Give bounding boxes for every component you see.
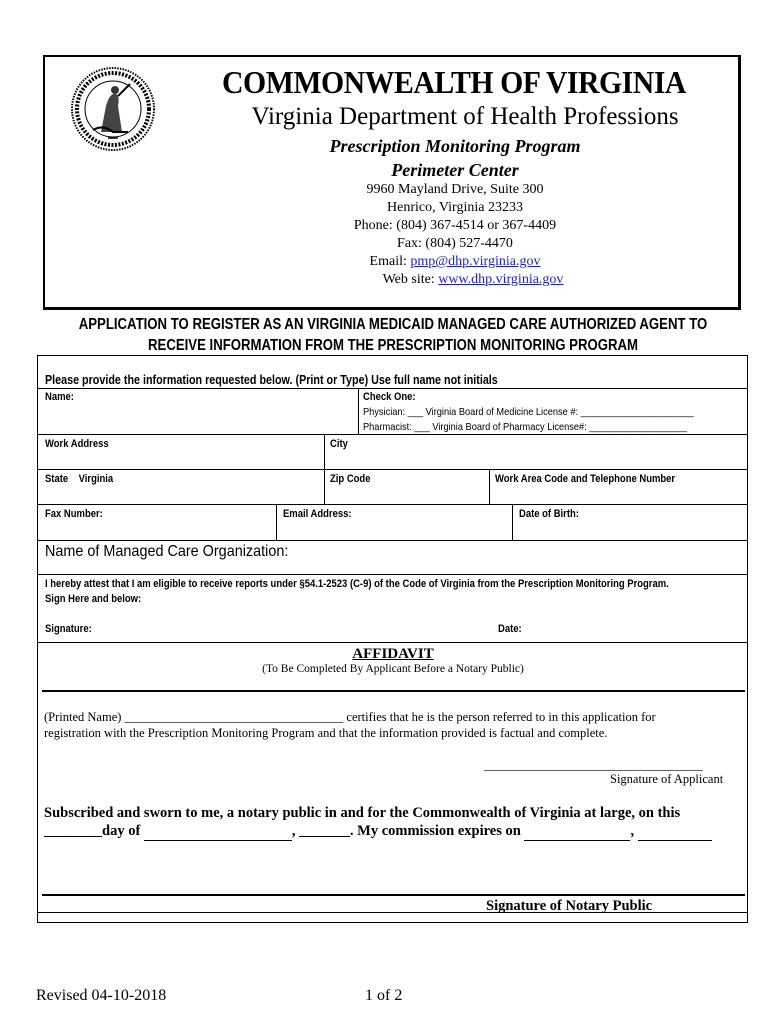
name-field[interactable]: Name: <box>45 391 74 403</box>
page-number: 1 of 2 <box>365 987 403 1004</box>
applicant-signature-line[interactable]: ___________________________________ <box>484 758 703 772</box>
state-field[interactable] <box>45 473 113 485</box>
web-line <box>318 272 628 288</box>
form-title-line-1: APPLICATION TO REGISTER AS AN VIRGINIA MEDICAID MANAGED CARE AUTHORIZED AGENT TO <box>78 316 708 333</box>
divider <box>37 504 748 505</box>
notary-signature-line[interactable] <box>42 894 745 896</box>
department-name: Virginia Department of Health Professions <box>251 103 679 130</box>
date-of-birth-field[interactable]: Date of Birth: <box>519 508 579 520</box>
work-phone-field[interactable]: Work Area Code and Telephone Number <box>495 473 676 485</box>
state-label: State <box>45 473 69 485</box>
divider <box>37 434 748 435</box>
email-link[interactable]: pmp@dhp.virginia.gov <box>410 254 541 269</box>
affidavit-title: AFFIDAVIT <box>352 646 434 662</box>
address-line-1: 9960 Mayland Drive, Suite 300 <box>366 182 544 197</box>
divider <box>37 540 748 541</box>
web-link[interactable]: www.dhp.virginia.gov <box>438 272 564 287</box>
agency-title: COMMONWEALTH OF VIRGINIA <box>222 64 686 100</box>
divider <box>358 388 359 434</box>
form-instructions: Please provide the information requested below. (Print or Type) Use full name not initials <box>45 373 498 387</box>
pharmacist-option[interactable]: Pharmacist: ___ Virginia Board of Pharmacy License#: ___________________ <box>363 421 687 433</box>
sworn-statement: Subscribed and sworn to me, a notary public in and for the Commonwealth of Virginia at large, on this <box>44 805 681 821</box>
divider <box>489 469 490 504</box>
program-name: Prescription Monitoring Program <box>329 136 581 156</box>
center-name: Perimeter Center <box>391 160 519 180</box>
divider <box>37 574 748 575</box>
signature-field[interactable]: Signature: <box>45 623 92 635</box>
sworn-month-blank[interactable] <box>144 823 292 841</box>
check-one-label: Check One: <box>363 391 416 403</box>
date-field[interactable]: Date: <box>498 623 522 635</box>
divider <box>37 388 748 389</box>
sworn-commission: , _______. My commission expires on <box>291 823 521 839</box>
virginia-seal-icon <box>68 66 158 152</box>
commission-date-blank[interactable] <box>524 823 630 841</box>
affidavit-rule <box>42 690 745 692</box>
physician-option[interactable]: Physician: ___ Virginia Board of Medicine License #: ______________________ <box>363 406 694 418</box>
applicant-signature-label: Signature of Applicant <box>610 772 724 786</box>
form-title-line-2: RECEIVE INFORMATION FROM THE PRESCRIPTION MONITORING PROGRAM <box>148 337 638 354</box>
fax-line: Fax: (804) 527-4470 <box>397 236 513 251</box>
email-address-field[interactable]: Email Address: <box>283 508 352 520</box>
sworn-day: ________day of <box>44 823 141 839</box>
notary-signature-label: Signature of Notary Public <box>486 898 653 914</box>
address-line-2: Henrico, Virginia 23233 <box>387 200 523 215</box>
divider <box>276 504 277 540</box>
revision-date: Revised 04-10-2018 <box>36 987 167 1004</box>
sign-here-label: Sign Here and below: <box>45 593 142 605</box>
web-label: Web site: <box>382 272 435 287</box>
divider <box>37 642 748 643</box>
email-label: Email: <box>369 254 407 269</box>
city-field[interactable]: City <box>330 438 348 450</box>
certification-statement: registration with the Prescription Monitoring Program and that the information provided is factual and complete. <box>44 726 608 740</box>
divider <box>512 504 513 540</box>
zip-code-field[interactable]: Zip Code <box>330 473 371 485</box>
phone-line: Phone: (804) 367-4514 or 367-4409 <box>353 218 557 233</box>
managed-care-org-field[interactable]: Name of Managed Care Organization: <box>45 543 289 560</box>
attestation-text: I hereby attest that I am eligible to receive reports under §54.1-2523 (C-9) of the Code of Virginia from the Prescription Monitoring Program. <box>45 578 669 590</box>
printed-name-statement[interactable]: (Printed Name) ___________________________________ certifies that he is the person referred to in this application for <box>44 710 656 724</box>
divider <box>324 434 325 504</box>
sworn-date-line[interactable]: ________day of , _______. My commission expires on , <box>44 823 712 841</box>
state-value: Virginia <box>78 473 114 485</box>
fax-number-field[interactable]: Fax Number: <box>45 508 103 520</box>
work-address-field[interactable]: Work Address <box>45 438 109 450</box>
email-line <box>300 254 610 270</box>
divider <box>37 469 748 470</box>
affidavit-subtitle: (To Be Completed By Applicant Before a Notary Public) <box>262 663 524 675</box>
commission-year-blank[interactable] <box>638 823 712 841</box>
